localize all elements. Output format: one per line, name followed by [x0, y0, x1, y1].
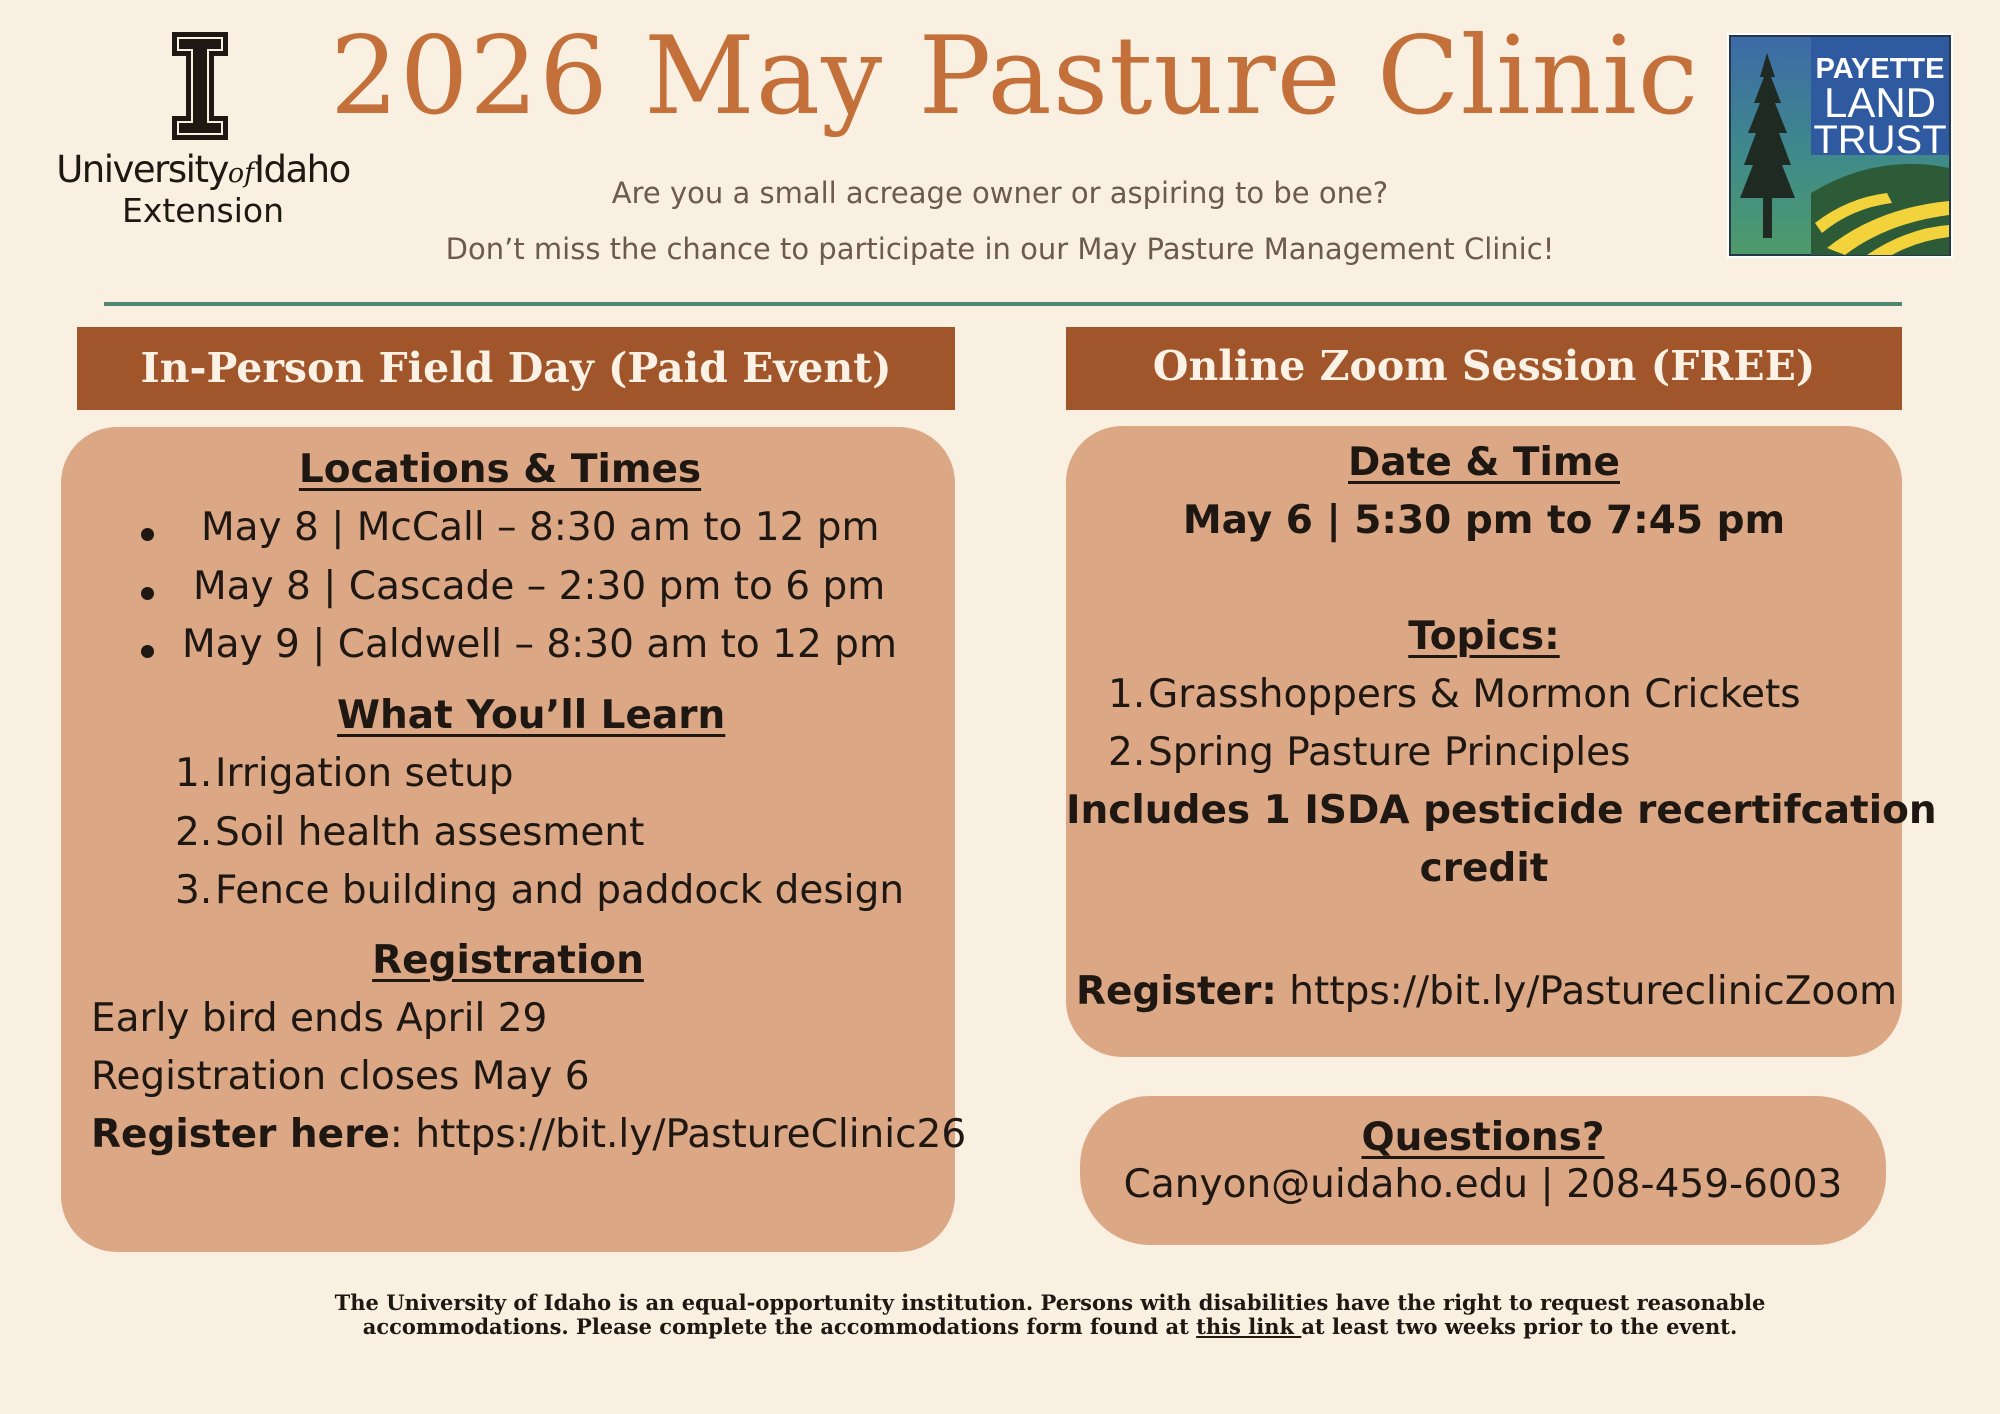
university-of-idaho-extension-logo	[38, 30, 368, 250]
list-item: 2.Spring Pasture Principles	[1108, 730, 1631, 775]
location-text: May 8 | McCall – 8:30 am to 12 pm	[201, 505, 880, 550]
online-card	[1066, 426, 1937, 1057]
in-person-card	[61, 427, 967, 1252]
register-link[interactable]: : https://bit.ly/PastureClinic26	[389, 1112, 967, 1157]
list-item: 2.Soil health assesment	[175, 810, 645, 855]
page-title: 2026 May Pasture Clinic	[330, 14, 1700, 139]
payette-land-trust-logo	[1727, 33, 1953, 258]
accommodations-link[interactable]: this link	[1196, 1314, 1302, 1339]
registration-closes-text: Registration closes May 6	[91, 1054, 590, 1099]
zoom-register-link[interactable]: https://bit.ly/PastureclinicZoom	[1276, 969, 1898, 1014]
zoom-register-line	[1076, 969, 1897, 1014]
list-item: 3.Fence building and paddock design	[175, 868, 905, 913]
idaho-i-logo-icon	[170, 30, 230, 142]
university-name: UniversityofIdaho	[56, 148, 350, 191]
list-item: 1.Grasshoppers & Mormon Crickets	[1108, 672, 1801, 717]
location-text: May 8 | Cascade – 2:30 pm to 6 pm	[193, 564, 886, 609]
zoom-register-label: Register:	[1076, 969, 1277, 1014]
datetime-heading: Date & Time	[1347, 440, 1620, 485]
contact-info[interactable]: Canyon@uidaho.edu | 208-459-6003	[1123, 1162, 1843, 1207]
footer-disclaimer-line-2: accommodations. Please complete the accommodations form found at this link at least two weeks prior to the event.	[362, 1314, 1738, 1339]
bullet-icon	[141, 587, 154, 600]
online-heading: Online Zoom Session (FREE)	[1066, 327, 1902, 410]
subtitle-invitation: Don’t miss the chance to participate in our May Pasture Management Clinic!	[445, 232, 1555, 266]
plt-line-2: LAND	[1823, 79, 1937, 126]
bullet-icon	[141, 645, 154, 658]
learn-heading: What You’ll Learn	[337, 693, 726, 738]
register-here-label: Register here	[91, 1112, 390, 1157]
location-text: May 9 | Caldwell – 8:30 am to 12 pm	[182, 622, 897, 667]
questions-card	[1080, 1096, 1886, 1245]
subtitle-question: Are you a small acreage owner or aspiring to be one?	[611, 176, 1389, 210]
registration-heading: Registration	[372, 938, 644, 983]
register-here-line	[91, 1112, 966, 1157]
header-divider	[104, 302, 1902, 306]
in-person-heading: In-Person Field Day (Paid Event)	[77, 327, 955, 410]
footer-disclaimer-line-1: The University of Idaho is an equal-opportunity institution. Persons with disabilities have the right to request reasonable	[334, 1290, 1766, 1315]
plt-line-3: TRUST	[1813, 118, 1947, 162]
credit-text-line-1: Includes 1 ISDA pesticide recertifcation	[1066, 788, 1937, 833]
locations-heading: Locations & Times	[298, 447, 702, 492]
bullet-icon	[141, 528, 154, 541]
early-bird-text: Early bird ends April 29	[91, 996, 548, 1041]
credit-text-line-2: credit	[1419, 846, 1549, 891]
plt-line-1: PAYETTE	[1815, 53, 1945, 85]
extension-label: Extension	[121, 191, 284, 230]
questions-heading: Questions?	[1361, 1115, 1605, 1160]
topics-heading: Topics:	[1408, 614, 1560, 659]
list-item: 1.Irrigation setup	[175, 751, 514, 796]
datetime-text: May 6 | 5:30 pm to 7:45 pm	[1182, 498, 1786, 543]
